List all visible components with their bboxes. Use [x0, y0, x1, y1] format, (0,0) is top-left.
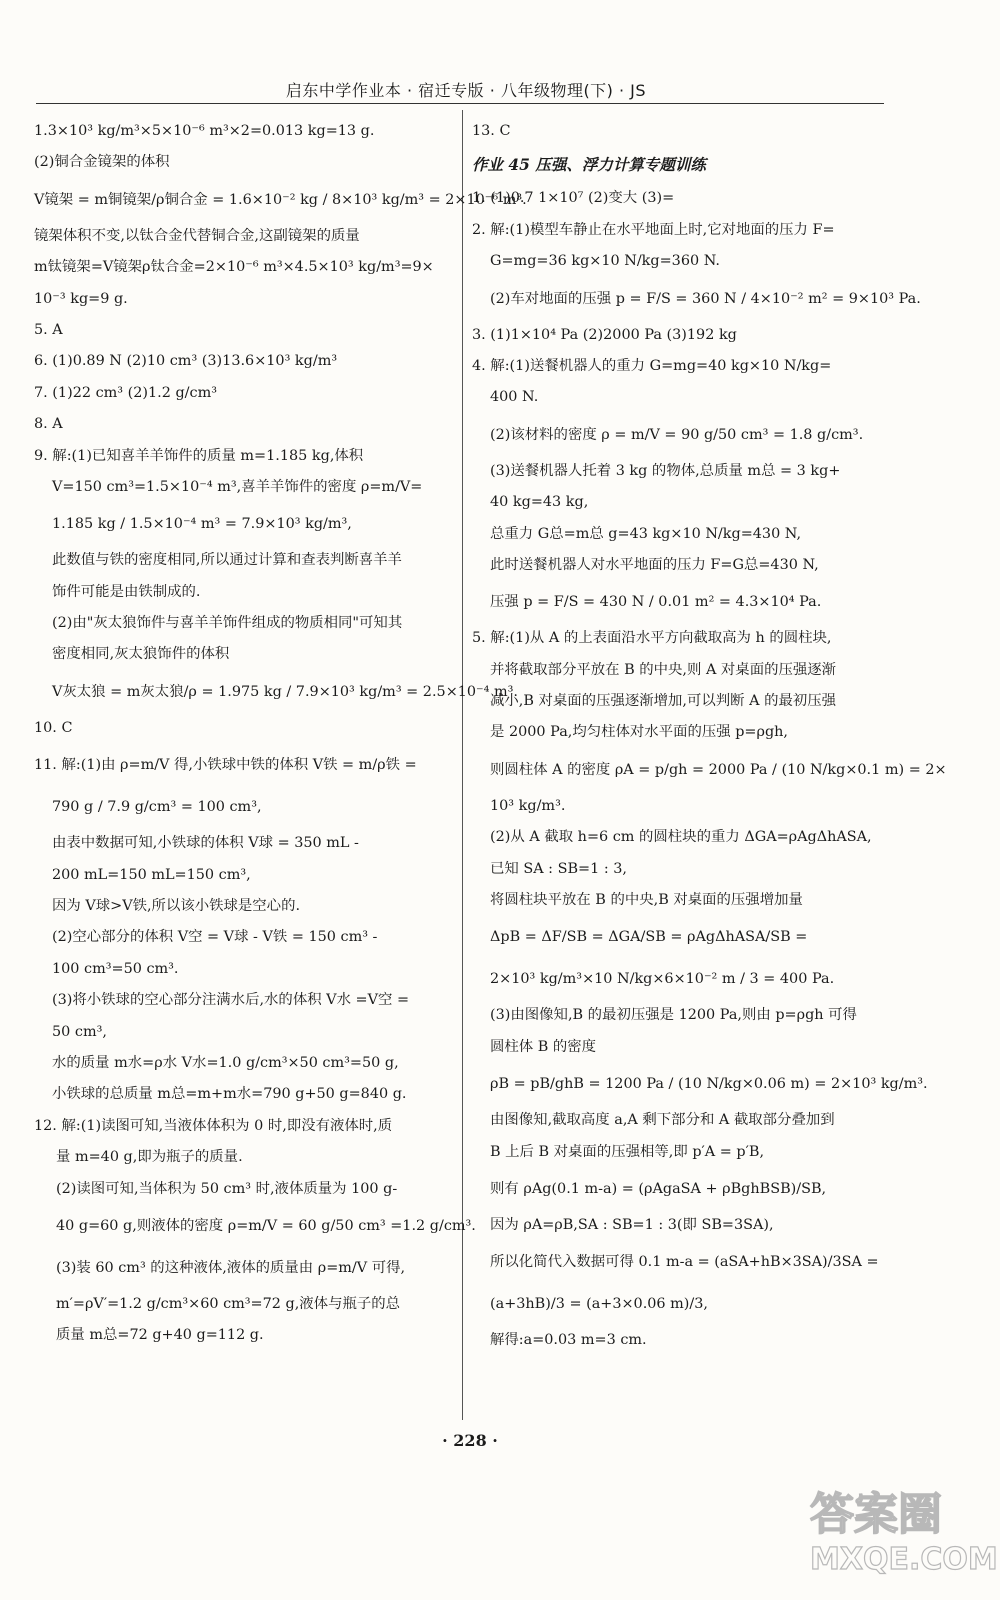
answer-line: 已知 SA : SB=1 : 3,: [490, 860, 627, 877]
section-title: 作业 45 压强、浮力计算专题训练: [472, 155, 706, 175]
watermark-logo: 答案圈: [810, 1489, 942, 1540]
formula-line: ρB = pB/ghB = 1200 Pa / (10 N/kg×0.06 m) = 2×10³ kg/m³.: [490, 1076, 928, 1093]
answer-line: 由图像知,截取高度 a,A 剩下部分和 A 截取部分叠加到: [490, 1112, 835, 1129]
watermark: [810, 1489, 998, 1590]
answer-item-9: 9. 解:(1)已知喜羊羊饰件的质量 m=1.185 kg,体积: [34, 447, 364, 464]
answer-line: 解得:a=0.03 m=3 cm.: [490, 1332, 647, 1349]
answer-line: 饰件可能是由铁制成的.: [52, 583, 201, 600]
answer-line: 小铁球的总质量 m总=m+m水=790 g+50 g=840 g.: [52, 1086, 407, 1103]
answer-line: 由表中数据可知,小铁球的体积 V球 = 350 mL -: [52, 835, 359, 852]
formula-line: 40 g=60 g,则液体的密度 ρ=m/V = 60 g/50 cm³ =1.2 g/cm³.: [56, 1217, 476, 1234]
answer-item-1: 1. (1)0.7 1×10⁷ (2)变大 (3)=: [472, 190, 675, 207]
answer-line: (3)由图像知,B 的最初压强是 1200 Pa,则由 p=ρgh 可得: [490, 1007, 857, 1024]
answer-item-7: 7. (1)22 cm³ (2)1.2 g/cm³: [34, 384, 218, 401]
answer-line: m钛镜架=V镜架ρ钛合金=2×10⁻⁶ m³×4.5×10³ kg/m³=9×: [34, 259, 434, 276]
answer-line: (3)将小铁球的空心部分注满水后,水的体积 V水 =V空 =: [52, 992, 410, 1009]
answer-line: V=150 cm³=1.5×10⁻⁴ m³,喜羊羊饰件的密度 ρ=m/V=: [52, 478, 423, 495]
answer-item-11: 11. 解:(1)由 ρ=m/V 得,小铁球中铁的体积 V铁 = m/ρ铁 =: [34, 757, 417, 774]
answer-item-5: 5. A: [34, 321, 63, 338]
answer-line: 水的质量 m水=ρ水 V水=1.0 g/cm³×50 cm³=50 g,: [52, 1054, 399, 1071]
formula-line: 则有 ρAg(0.1 m-a) = (ρAgaSA + ρBghBSB)/SB,: [490, 1180, 827, 1197]
answer-line: (2)空心部分的体积 V空 = V球 - V铁 = 150 cm³ -: [52, 929, 378, 946]
page-number: · 228 ·: [442, 1431, 498, 1450]
answer-line: 此时送餐机器人对水平地面的压力 F=G总=430 N,: [490, 556, 819, 573]
right-column: [472, 116, 947, 1357]
answer-line: 100 cm³=50 cm³.: [52, 960, 179, 977]
answer-line: 200 mL=150 mL=150 cm³,: [52, 866, 251, 883]
answer-line: 将圆柱块平放在 B 的中央,B 对桌面的压强增加量: [490, 892, 803, 909]
answer-line: 因为 ρA=ρB,SA : SB=1 : 3(即 SB=3SA),: [490, 1216, 774, 1233]
answer-line: (2)由"灰太狼饰件与喜羊羊饰件组成的物质相同"可知其: [52, 615, 403, 632]
answer-line: 量 m=40 g,即为瓶子的质量.: [56, 1149, 243, 1166]
answer-line: 40 kg=43 kg,: [490, 494, 589, 511]
answer-item-12: 12. 解:(1)读图可知,当液体体积为 0 时,即没有液体时,质: [34, 1117, 393, 1134]
answer-line: 镜架体积不变,以钛合金代替铜合金,这副镜架的质量: [34, 227, 360, 244]
answer-line: G=mg=36 kg×10 N/kg=360 N.: [490, 253, 720, 270]
answer-line: 此数值与铁的密度相同,所以通过计算和查表判断喜羊羊: [52, 552, 402, 569]
formula-line: 1.185 kg / 1.5×10⁻⁴ m³ = 7.9×10³ kg/m³,: [52, 516, 352, 533]
formula-line: V镜架 = m铜镜架/ρ铜合金 = 1.6×10⁻² kg / 8×10³ kg/m³ = 2×10⁻⁶ m³.: [34, 191, 527, 208]
answer-line: 10⁻³ kg=9 g.: [34, 290, 128, 307]
formula-line: (3)装 60 cm³ 的这种液体,液体的质量由 ρ=m/V 可得,: [56, 1259, 406, 1276]
answer-line: 减小,B 对桌面的压强逐渐增加,可以判断 A 的最初压强: [490, 693, 837, 710]
formula-line: (2)车对地面的压强 p = F/S = 360 N / 4×10⁻² m² = 9×10³ Pa.: [490, 290, 921, 307]
formula-line: 则圆柱体 A 的密度 ρA = p/gh = 2000 Pa / (10 N/kg×0.1 m) = 2×: [490, 761, 947, 778]
formula-line: (a+3hB)/3 = (a+3×0.06 m)/3,: [490, 1296, 708, 1313]
answer-line: (2)铜合金镜架的体积: [34, 154, 170, 171]
formula-line: V灰太狼 = m灰太狼/ρ = 1.975 kg / 7.9×10³ kg/m³ = 2.5×10⁻⁴ m³.: [52, 683, 518, 700]
answer-line: 10³ kg/m³.: [490, 797, 566, 814]
formula-line: 压强 p = F/S = 430 N / 0.01 m² = 4.3×10⁴ Pa.: [490, 594, 822, 611]
formula-line: ΔpB = ΔF/SB = ΔGA/SB = ρAgΔhASA/SB =: [490, 929, 808, 946]
header-rule: [36, 103, 884, 104]
answer-line: (2)读图可知,当体积为 50 cm³ 时,液体质量为 100 g-: [56, 1180, 398, 1197]
answer-line: 并将截取部分平放在 B 的中央,则 A 对桌面的压强逐渐: [490, 661, 837, 678]
watermark-url: MXQE.COM: [810, 1542, 998, 1577]
formula-line: 所以化简代入数据可得 0.1 m-a = (aSA+hB×3SA)/3SA =: [490, 1254, 879, 1271]
answer-line: 质量 m总=72 g+40 g=112 g.: [56, 1327, 264, 1344]
answer-item-10: 10. C: [34, 719, 73, 736]
formula-line: (2)该材料的密度 ρ = m/V = 90 g/50 cm³ = 1.8 g/cm³.: [490, 426, 864, 443]
answer-item-8: 8. A: [34, 416, 63, 433]
answer-item-3: 3. (1)1×10⁴ Pa (2)2000 Pa (3)192 kg: [472, 326, 737, 343]
answer-line: 是 2000 Pa,均匀柱体对水平面的压强 p=ρgh,: [490, 724, 789, 741]
running-header: 启东中学作业本 · 宿迁专版 · 八年级物理(下) · JS: [285, 81, 647, 100]
answer-line: (3)送餐机器人托着 3 kg 的物体,总质量 m总 = 3 kg+: [490, 462, 841, 479]
answer-item-2: 2. 解:(1)模型车静止在水平地面上时,它对地面的压力 F=: [472, 221, 835, 238]
answer-line: 50 cm³,: [52, 1023, 107, 1040]
answer-line: 因为 V球>V铁,所以该小铁球是空心的.: [52, 898, 301, 915]
answer-line: (2)从 A 截取 h=6 cm 的圆柱块的重力 ΔGA=ρAgΔhASA,: [490, 829, 872, 846]
answer-item-5: 5. 解:(1)从 A 的上表面沿水平方向截取高为 h 的圆柱块,: [472, 630, 832, 647]
answer-line: m′=ρV′=1.2 g/cm³×60 cm³=72 g,液体与瓶子的总: [56, 1295, 401, 1312]
answer-item-4: 4. 解:(1)送餐机器人的重力 G=mg=40 kg×10 N/kg=: [472, 357, 832, 374]
answer-line: 总重力 G总=m总 g=43 kg×10 N/kg=430 N,: [490, 525, 802, 542]
answer-line: 1.3×10³ kg/m³×5×10⁻⁶ m³×2=0.013 kg=13 g.: [34, 123, 375, 139]
answer-line: B 上后 B 对桌面的压强相等,即 p′A = p′B,: [490, 1143, 765, 1160]
answer-item-13: 13. C: [472, 123, 511, 139]
answer-line: 密度相同,灰太狼饰件的体积: [52, 646, 230, 663]
answer-line: 400 N.: [490, 389, 539, 406]
answer-line: 圆柱体 B 的密度: [490, 1038, 597, 1055]
answer-item-6: 6. (1)0.89 N (2)10 cm³ (3)13.6×10³ kg/m³: [34, 353, 338, 370]
formula-line: 2×10³ kg/m³×10 N/kg×6×10⁻² m / 3 = 400 Pa.: [490, 971, 835, 988]
formula-line: 790 g / 7.9 g/cm³ = 100 cm³,: [52, 799, 262, 816]
